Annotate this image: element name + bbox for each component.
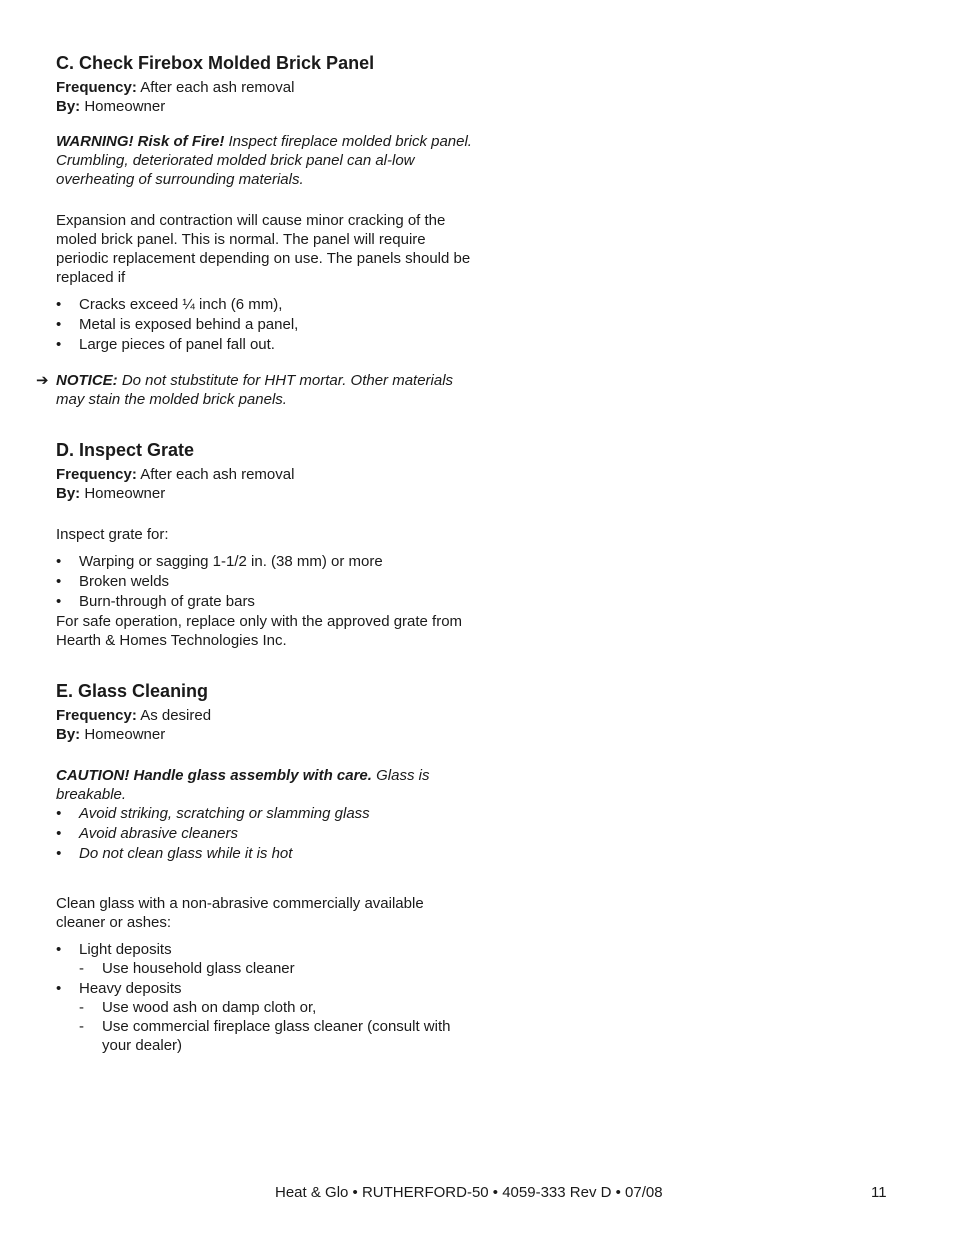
list-item: • Warping or sagging 1-1/2 in. (38 mm) or more: [56, 553, 383, 570]
section-c-by: By: Homeowner: [56, 98, 166, 115]
section-d-by: By: Homeowner: [56, 485, 166, 502]
page-number: 11: [871, 1184, 887, 1201]
section-e-caution-list: [56, 804, 476, 863]
list-item: • Metal is exposed behind a panel,: [56, 316, 299, 333]
section-e-deposit-list: [56, 940, 476, 1055]
section-d-closing: For safe operation, replace only with the approved grate from Hearth & Homes Technologies Inc.: [56, 613, 463, 649]
sub-list-item: - Use wood ash on damp cloth or,: [79, 999, 317, 1016]
section-d-intro: Inspect grate for:: [56, 526, 169, 543]
section-d-bullet-list: [56, 552, 476, 611]
section-c-body: Expansion and contraction will cause minor cracking of the moled brick panel. This is normal. The panel will require periodic replacement depending on use. The panels should be replaced if: [56, 212, 471, 286]
list-item: • Light deposits - Use household glass cleaner: [56, 940, 476, 978]
page-footer: [0, 1183, 954, 1203]
list-item: • Burn-through of grate bars: [56, 593, 255, 610]
section-e-caution: CAUTION! Handle glass assembly with care. Glass is breakable.: [56, 767, 430, 803]
section-c-heading: C. Check Firebox Molded Brick Panel: [56, 53, 375, 73]
arrow-right-icon: ➔: [36, 372, 49, 389]
section-e-heading: E. Glass Cleaning: [56, 681, 209, 701]
sub-list: [79, 998, 476, 1055]
section-d-frequency: Frequency: After each ash removal: [56, 466, 295, 483]
list-item: • Broken welds: [56, 573, 170, 590]
sub-list-item: - Use household glass cleaner: [79, 960, 295, 977]
list-item: • Cracks exceed ¼ inch (6 mm),: [56, 296, 283, 313]
section-c-warning: WARNING! Risk of Fire! Inspect fireplace molded brick panel. Crumbling, deteriorated molded brick panel can al-low overheating of surrounding materials.: [56, 133, 472, 188]
section-d-heading: D. Inspect Grate: [56, 440, 195, 460]
footer-text: Heat & Glo • RUTHERFORD-50 • 4059-333 Rev D • 07/08: [275, 1184, 663, 1201]
list-item: • Avoid abrasive cleaners: [56, 825, 238, 842]
section-c-frequency: Frequency: After each ash removal: [56, 79, 295, 96]
sub-list: [79, 959, 476, 978]
content-column: [36, 52, 476, 1056]
section-e-by: By: Homeowner: [56, 726, 166, 743]
section-c-notice: ➔ NOTICE: Do not stubstitute for HHT mortar. Other materials may stain the molded brick panels.: [36, 372, 454, 408]
section-e-frequency: Frequency: As desired: [56, 707, 212, 724]
section-c-bullet-list: [56, 295, 476, 354]
sub-list-item: - Use commercial fireplace glass cleaner (consult with your dealer): [79, 1018, 451, 1054]
list-item: • Large pieces of panel fall out.: [56, 336, 275, 353]
list-item: • Do not clean glass while it is hot: [56, 845, 293, 862]
section-e-intro: Clean glass with a non-abrasive commercially available cleaner or ashes:: [56, 895, 424, 931]
list-item: • Heavy deposits - Use wood ash on damp cloth or, - Use commercial fireplace glass cleaner (consult with your dealer): [56, 979, 476, 1055]
list-item: • Avoid striking, scratching or slamming glass: [56, 805, 370, 822]
